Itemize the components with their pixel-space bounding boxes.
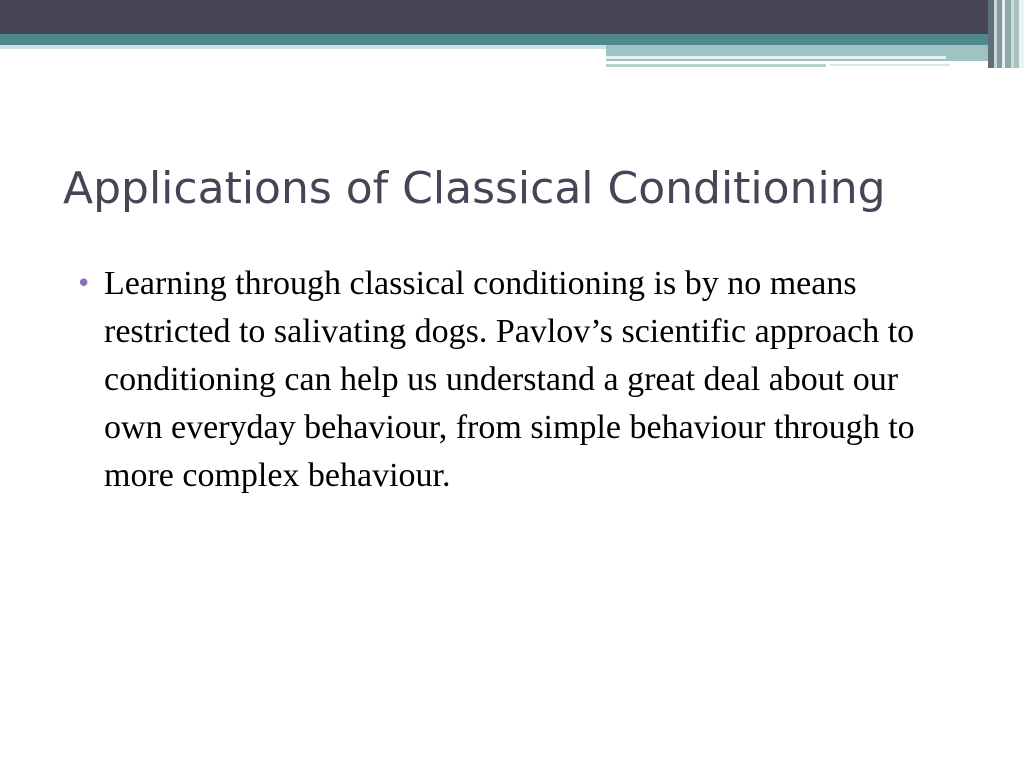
- bullet-list: [76, 260, 956, 500]
- header-band-teal: [0, 34, 1024, 45]
- slide-title: Applications of Classical Conditioning: [63, 163, 886, 214]
- bullet-icon: •: [76, 269, 92, 299]
- header-accent-line: [830, 64, 950, 66]
- header-band-dark: [0, 0, 1024, 34]
- header-stripes: [988, 0, 1024, 68]
- bullet-text: Learning through classical conditioning is by no means restricted to salivating dogs. Pavlov’s scientific approach to conditioning can help us understand a great deal about our own everyday behaviour, from simple behaviour through to more complex behaviour.: [104, 265, 915, 494]
- bullet-item: [76, 260, 956, 500]
- header-accent-line: [606, 56, 946, 59]
- header-accent-line: [606, 64, 826, 67]
